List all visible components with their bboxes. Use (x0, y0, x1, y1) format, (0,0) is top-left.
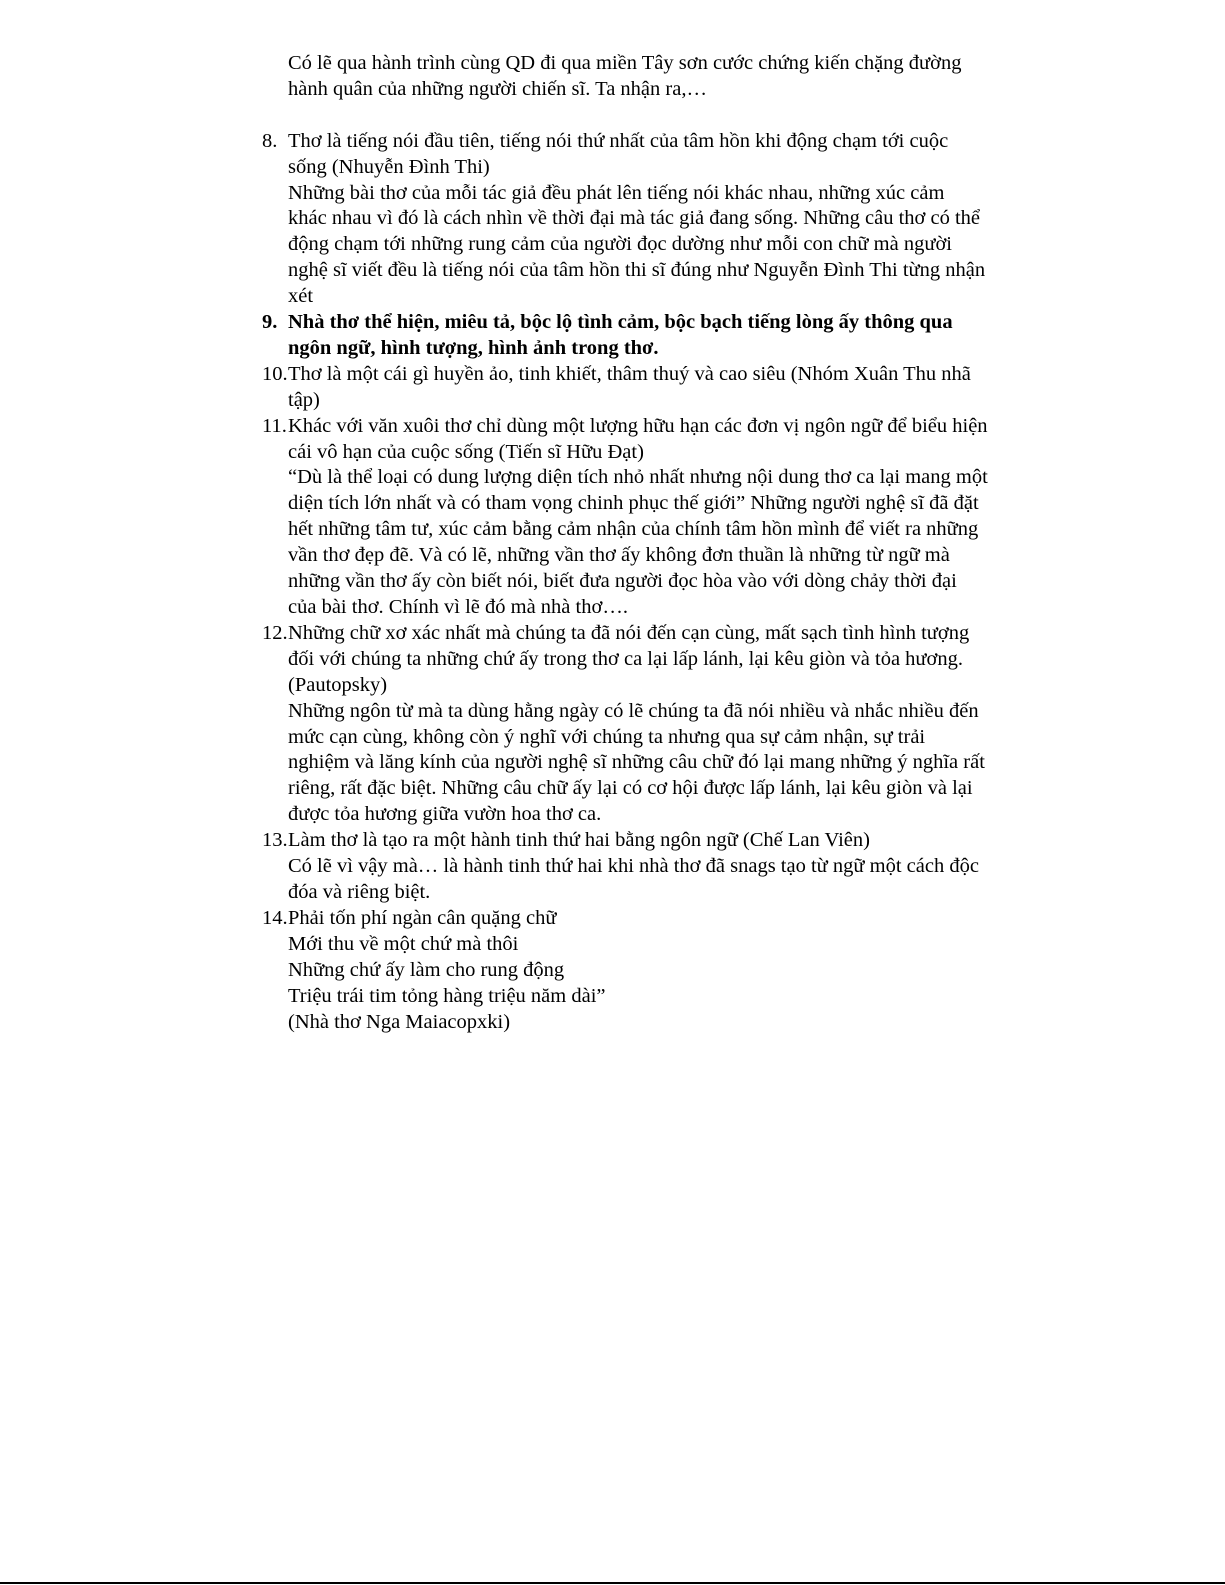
commentary-line: Những bài thơ của mỗi tác giả đều phát lên tiếng nói khác nhau, những xúc cảm (288, 181, 945, 204)
list-item-9 (262, 310, 1022, 362)
intro-line: Có lẽ qua hành trình cùng QD đi qua miền Tây sơn cước chứng kiến chặng đường (288, 52, 962, 74)
item-quote (288, 828, 1022, 854)
commentary-line: nghiệm và lăng kính của người nghệ sĩ những câu chữ đó lại mang những ý nghĩa rất (288, 751, 985, 774)
page-bottom-border (0, 1582, 1225, 1584)
commentary-line: vần thơ đẹp đẽ. Và có lẽ, những vần thơ ấy không đơn thuần là những từ ngữ mà (288, 544, 950, 567)
quote-line: Làm thơ là tạo ra một hành tinh thứ hai bằng ngôn ngữ (Chế Lan Viên) (288, 829, 870, 852)
list-item-14 (262, 906, 1022, 1036)
item-commentary (288, 465, 1022, 620)
item-commentary (288, 932, 1022, 1036)
quote-line: sống (Nhuyễn Đình Thi) (288, 155, 490, 178)
poem-line: Những chứ ấy làm cho rung động (288, 958, 565, 981)
intro-line: hành quân của những người chiến sĩ. Ta nhận ra,… (288, 77, 707, 100)
list-item-11 (262, 414, 1022, 621)
item-quote (288, 362, 1022, 414)
commentary-line: hết những tâm tư, xúc cảm bằng cảm nhận của chính tâm hồn mình để viết ra những (288, 518, 979, 541)
commentary-line: Có lẽ vì vậy mà… là hành tinh thứ hai khi nhà thơ đã snags tạo từ ngữ một cách độc (288, 855, 979, 878)
item-commentary (288, 854, 1022, 906)
list-item-10 (262, 362, 1022, 414)
item-quote (288, 129, 1022, 181)
quote-line: (Pautopsky) (288, 673, 388, 696)
commentary-line: những vần thơ ấy còn biết nói, biết đưa người đọc hòa vào với dòng chảy thời đại (288, 570, 957, 593)
poem-line: Mới thu về một chứ mà thôi (288, 932, 519, 955)
commentary-line: riêng, rất đặc biệt. Những câu chữ ấy lại có cơ hội được lấp lánh, lại kêu giòn và lại (288, 777, 973, 800)
item-number: 14. (262, 906, 288, 929)
list-item-13 (262, 828, 1022, 906)
item-number: 10. (262, 362, 288, 385)
commentary-line: nghệ sĩ viết đều là tiếng nói của tâm hồn thi sĩ đúng như Nguyễn Đình Thi từng nhận (288, 259, 986, 282)
item-commentary (288, 699, 1022, 829)
commentary-line: động chạm tới những rung cảm của người đọc dường như mỗi con chữ mà người (288, 233, 952, 256)
item-quote (288, 906, 1022, 932)
list-item-8 (262, 129, 1022, 310)
quote-line: Khác với văn xuôi thơ chỉ dùng một lượng hữu hạn các đơn vị ngôn ngữ để biểu hiện (288, 414, 988, 437)
commentary-line: được tỏa hương giữa vườn hoa thơ ca. (288, 803, 602, 826)
quote-line: cái vô hạn của cuộc sống (Tiến sĩ Hữu Đạt) (288, 440, 644, 463)
document-body (262, 51, 1022, 1035)
poem-attribution: (Nhà thơ Nga Maiacopxki) (288, 1010, 511, 1033)
quote-line: Thơ là một cái gì huyền ảo, tinh khiết, thâm thuý và cao siêu (Nhóm Xuân Thu nhã (288, 362, 971, 385)
quote-line: tập) (288, 388, 320, 411)
commentary-line: khác nhau vì đó là cách nhìn về thời đại mà tác giả đang sống. Những câu thơ có thể (288, 207, 981, 230)
item-commentary (288, 181, 1022, 311)
item-quote (288, 414, 1022, 466)
quote-line: Thơ là tiếng nói đầu tiên, tiếng nói thứ nhất của tâm hồn khi động chạm tới cuộc (288, 129, 949, 152)
item-number: 13. (262, 829, 288, 852)
item-quote (288, 621, 1022, 699)
commentary-line: xét (288, 285, 314, 308)
commentary-line: “Dù là thể loại có dung lượng diện tích nhỏ nhất nhưng nội dung thơ ca lại mang một (288, 466, 988, 489)
quote-line: Những chữ xơ xác nhất mà chúng ta đã nói đến cạn cùng, mất sạch tình hình tượng (288, 621, 970, 644)
commentary-line: đóa và riêng biệt. (288, 880, 431, 903)
item-number: 8. (262, 129, 278, 152)
commentary-line: của bài thơ. Chính vì lẽ đó mà nhà thơ…. (288, 596, 628, 619)
commentary-line: mức cạn cùng, không còn ý nghĩ với chúng ta nhưng qua sự cảm nhận, sự trải (288, 725, 926, 748)
quote-line: ngôn ngữ, hình tượng, hình ảnh trong thơ. (288, 336, 659, 359)
item-number: 12. (262, 621, 288, 644)
intro-paragraph (262, 51, 1022, 103)
poem-line: Phải tốn phí ngàn cân quặng chữ (288, 906, 557, 929)
item-number: 9. (262, 311, 278, 334)
item-quote (288, 310, 1022, 362)
item-number: 11. (262, 414, 287, 437)
list-item-12 (262, 621, 1022, 828)
quote-line: đối với chúng ta những chứ ấy trong thơ ca lại lấp lánh, lại kêu giòn và tỏa hương. (288, 647, 964, 670)
quote-line: Nhà thơ thể hiện, miêu tả, bộc lộ tình cảm, bộc bạch tiếng lòng ấy thông qua (288, 311, 953, 334)
commentary-line: diện tích lớn nhất và có tham vọng chinh phục thế giới” Những người nghệ sĩ đã đặt (288, 492, 979, 515)
poem-line: Triệu trái tim tỏng hàng triệu năm dài” (288, 984, 606, 1007)
commentary-line: Những ngôn từ mà ta dùng hằng ngày có lẽ chúng ta đã nói nhiều và nhắc nhiều đến (288, 699, 979, 722)
